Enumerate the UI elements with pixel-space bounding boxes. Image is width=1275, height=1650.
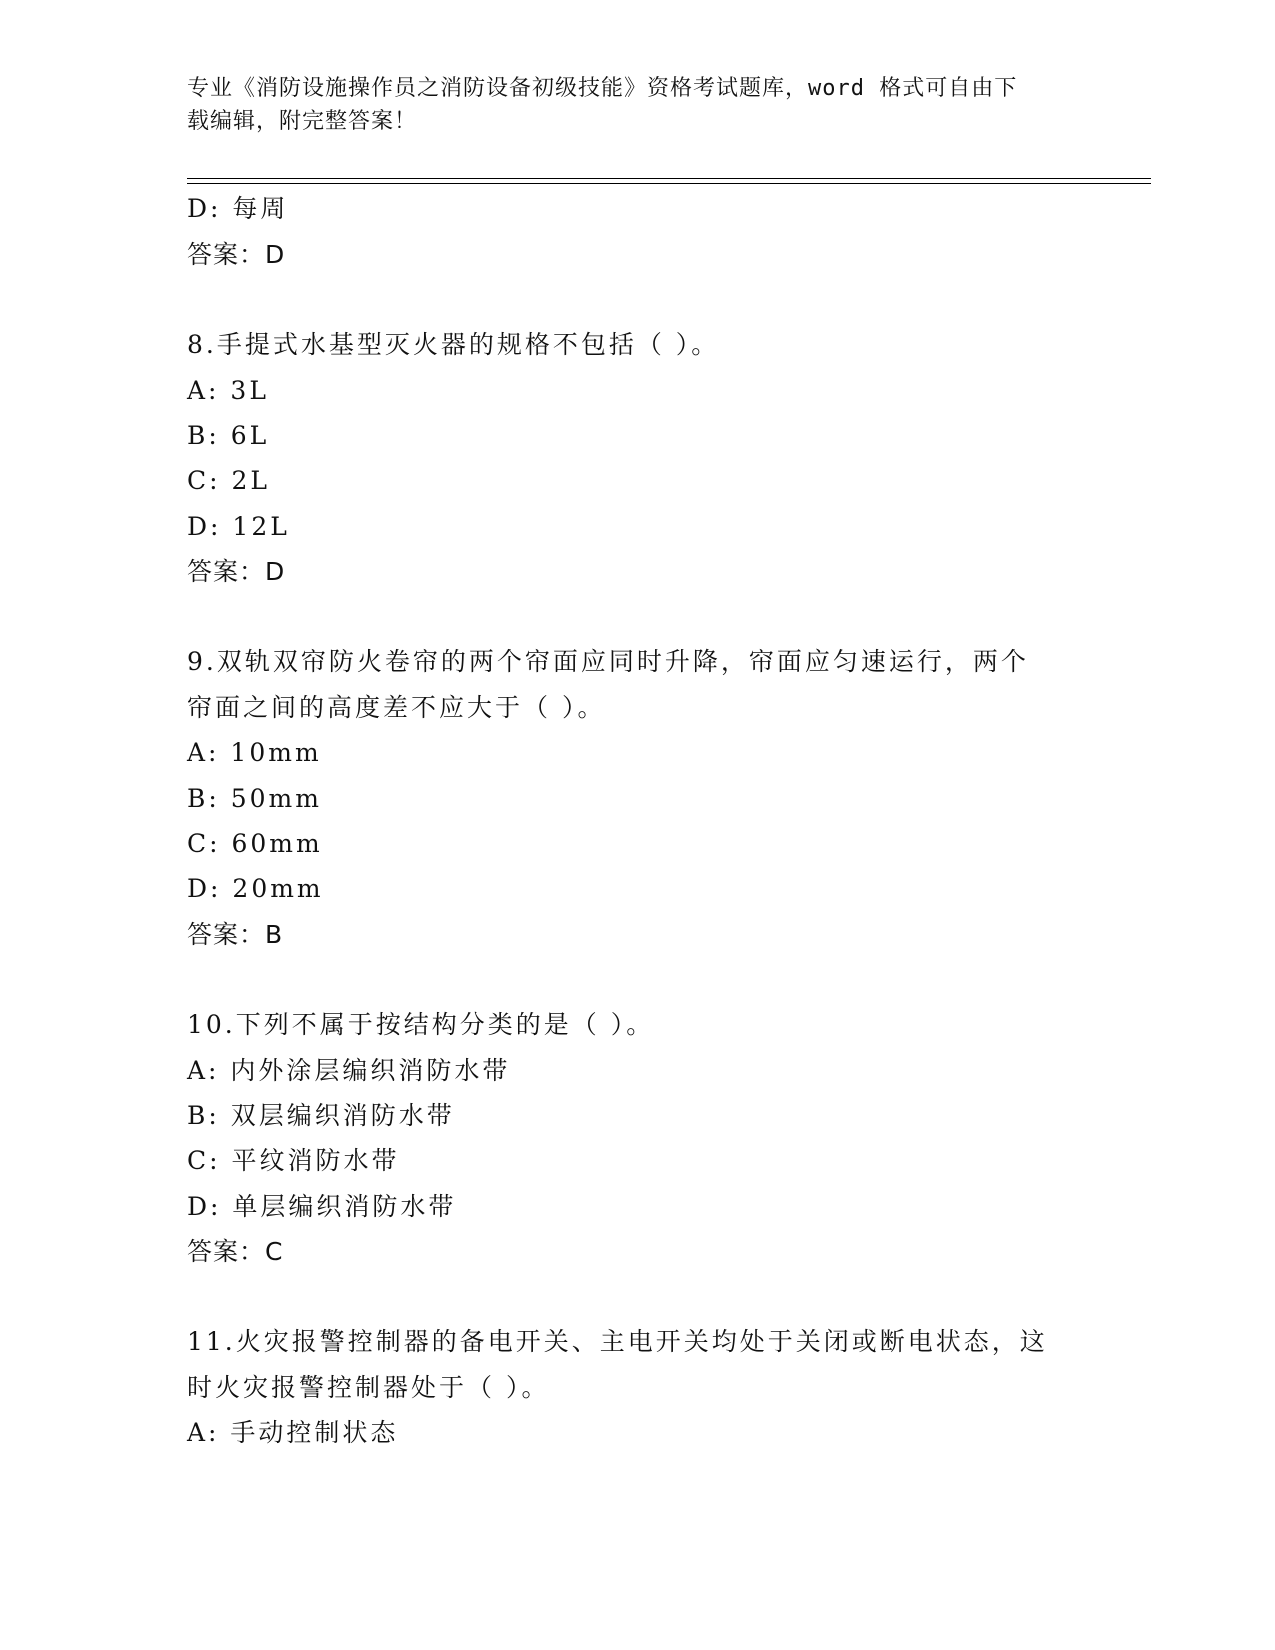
- q9-option-c: C: 60mm: [187, 829, 323, 858]
- q9-stem-line-2: 帘面之间的高度差不应大于（ ）。: [187, 693, 606, 722]
- q9-option-b: B: 50mm: [187, 784, 322, 813]
- q8-option-d: D: 12L: [187, 512, 290, 541]
- q10-option-d: D: 单层编织消防水带: [187, 1192, 457, 1221]
- q10-option-b: B: 双层编织消防水带: [187, 1101, 455, 1130]
- q8-option-c: C: 2L: [187, 466, 271, 495]
- q8-answer: 答案：D: [187, 557, 286, 586]
- document-header: [187, 72, 1077, 138]
- q7-option-d: D: 每周: [187, 194, 289, 223]
- q10-answer: 答案：C: [187, 1237, 284, 1266]
- q9-stem-line-1: 9.双轨双帘防火卷帘的两个帘面应同时升降，帘面应匀速运行，两个: [187, 647, 1029, 676]
- header-line-1: 专业《消防设施操作员之消防设备初级技能》资格考试题库，word 格式可自由下: [187, 76, 1018, 101]
- q10-option-a: A: 内外涂层编织消防水带: [187, 1056, 511, 1085]
- q7-answer: 答案：D: [187, 240, 286, 269]
- q8-option-b: B: 6L: [187, 421, 270, 450]
- q9-option-d: D: 20mm: [187, 874, 324, 903]
- q11-option-a: A: 手动控制状态: [187, 1418, 399, 1447]
- q9-answer: 答案：B: [187, 920, 284, 949]
- q10-stem: 10.下列不属于按结构分类的是（ ）。: [187, 1010, 655, 1039]
- q9-option-a: A: 10mm: [187, 738, 322, 767]
- header-rule-top: [187, 178, 1151, 179]
- q11-stem-line-1: 11.火灾报警控制器的备电开关、主电开关均处于关闭或断电状态，这: [187, 1327, 1048, 1356]
- header-line-2: 载编辑，附完整答案！: [187, 109, 418, 134]
- q10-option-c: C: 平纹消防水带: [187, 1146, 400, 1175]
- q11-stem-line-2: 时火灾报警控制器处于（ ）。: [187, 1373, 550, 1402]
- header-rule-bottom: [187, 183, 1151, 184]
- q8-option-a: A: 3L: [187, 376, 269, 405]
- q8-stem: 8.手提式水基型灭火器的规格不包括（ ）。: [187, 330, 720, 359]
